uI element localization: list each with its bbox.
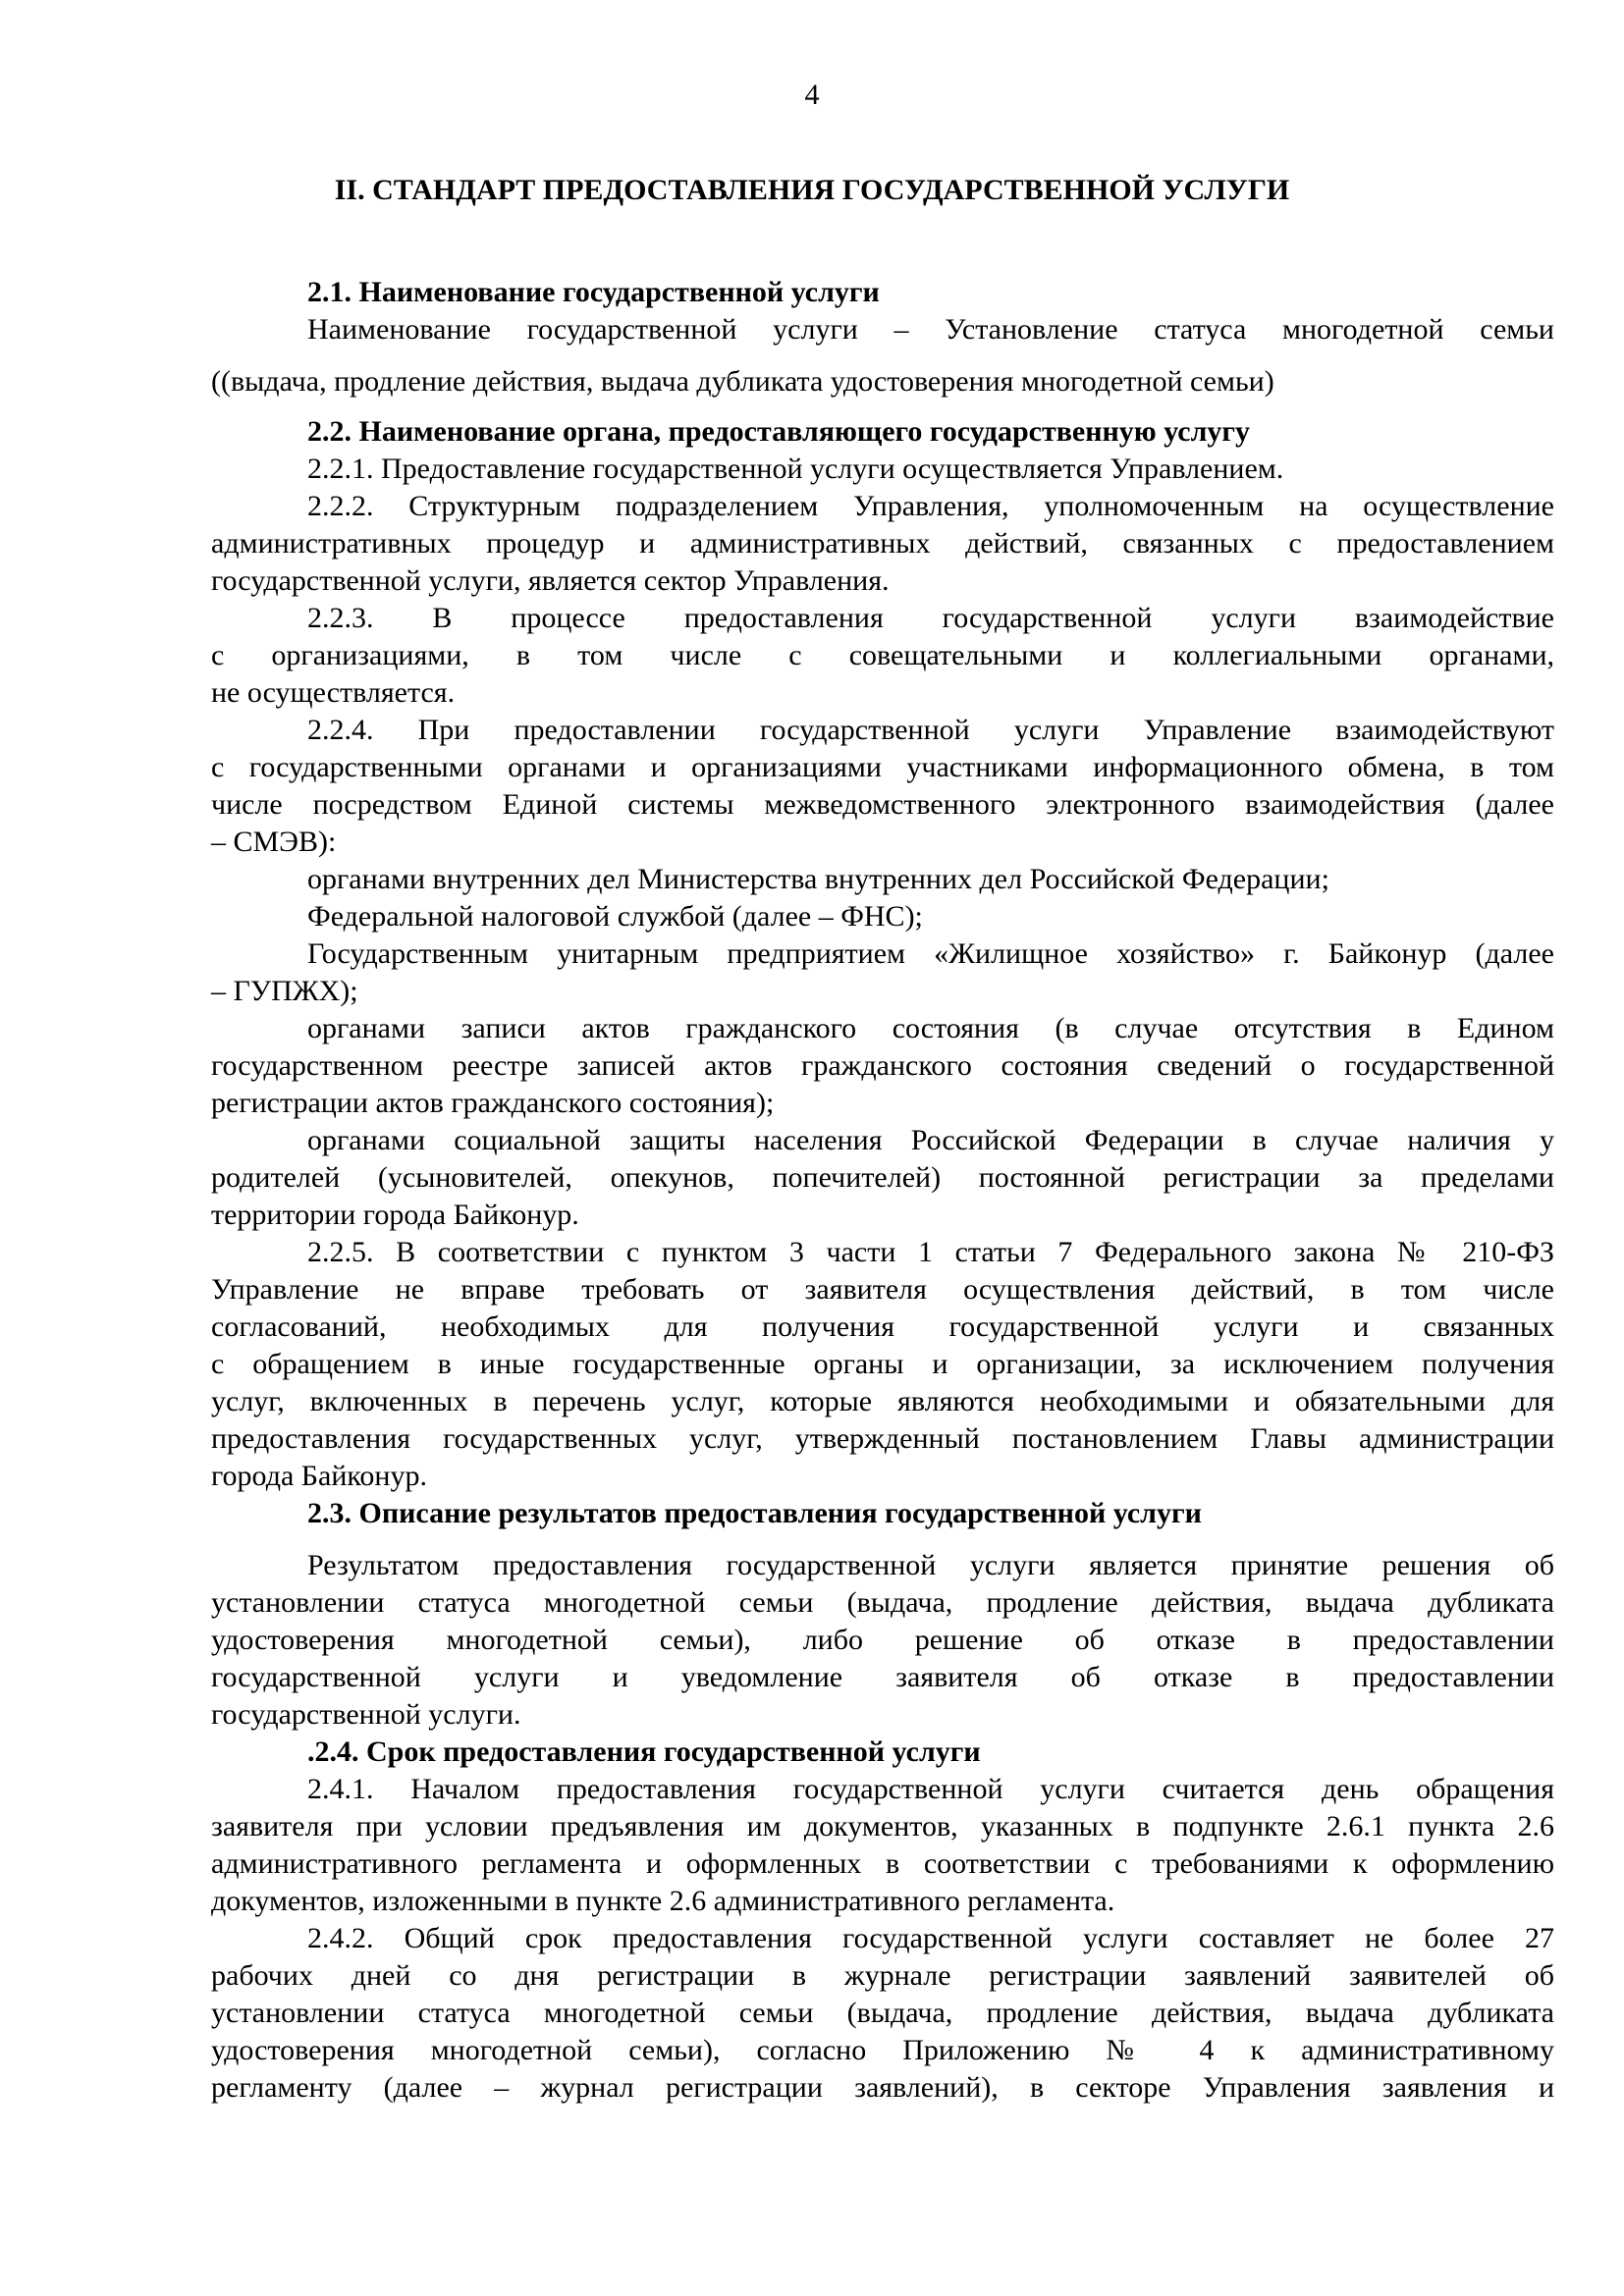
text-line: Государственным унитарным предприятием «Жилищное хозяйство» г. Байконур (далее <box>307 937 1554 970</box>
paragraph <box>211 488 1554 600</box>
document-title: II. СТАНДАРТ ПРЕДОСТАВЛЕНИЯ ГОСУДАРСТВЕННОЙ УСЛУГИ <box>334 174 1290 206</box>
text-line: с обращением в иные государственные органы и организации, за исключением получения <box>211 1348 1554 1380</box>
text-line: 2.2.1. Предоставление государственной услуги осуществляется Управлением. <box>307 453 1284 485</box>
paragraph <box>211 1234 1554 1495</box>
text-line: 2.2.4. При предоставлении государственной услуги Управление взаимодействуют <box>307 714 1554 746</box>
page-number: 4 <box>804 79 820 111</box>
text-line: государственной услуги. <box>211 1698 521 1731</box>
paragraph <box>211 1547 1554 1734</box>
text-line: документов, изложенными в пункте 2.6 административного регламента. <box>211 1885 1115 1917</box>
text-line: рабочих дней со дня регистрации в журнале регистрации заявлений заявителей об <box>211 1959 1554 1992</box>
paragraph <box>211 712 1554 861</box>
text-line: заявителя при условии предъявления им документов, указанных в подпункте 2.6.1 пункта 2.6 <box>211 1810 1554 1842</box>
text-line: государственном реестре записей актов гражданского состояния сведений о государственной <box>211 1049 1554 1082</box>
text-line: органами записи актов гражданского состояния (в случае отсутствия в Едином <box>307 1012 1554 1044</box>
text-line: 2.4.1. Началом предоставления государственной услуги считается день обращения <box>307 1773 1554 1805</box>
paragraph <box>211 1010 1554 1122</box>
paragraph <box>211 600 1554 712</box>
text-line: города Байконур. <box>211 1460 427 1492</box>
text-line: Управление не вправе требовать от заявителя осуществления действий, в том числе <box>211 1273 1554 1306</box>
text-line: государственной услуги, является сектор Управления. <box>211 564 890 597</box>
text-line: Федеральной налоговой службой (далее – ФНС); <box>307 900 923 933</box>
paragraph <box>211 935 1554 1010</box>
text-line: 2.3. Описание результатов предоставления государственной услуги <box>307 1497 1202 1529</box>
paragraph <box>211 311 1554 400</box>
paragraph <box>211 1771 1554 1920</box>
document-content <box>211 274 1554 2107</box>
text-line: числе посредством Единой системы межведомственного электронного взаимодействия (далее <box>211 788 1554 821</box>
text-line: административного регламента и оформленных в соответствии с требованиями к оформлению <box>211 1847 1554 1880</box>
text-line: Результатом предоставления государственной услуги является принятие решения об <box>307 1549 1554 1581</box>
text-line: .2.4. Срок предоставления государственной услуги <box>307 1735 981 1768</box>
text-line: государственной услуги и уведомление заявителя об отказе в предоставлении <box>211 1661 1554 1693</box>
text-line: органами социальной защиты населения Российской Федерации в случае наличия у <box>307 1124 1554 1156</box>
text-line: территории города Байконур. <box>211 1199 579 1231</box>
paragraph <box>211 898 1554 935</box>
section-heading <box>211 413 1554 451</box>
text-line: ((выдача, продление действия, выдача дубликата удостоверения многодетной семьи) <box>211 365 1274 398</box>
text-line: регистрации актов гражданского состояния); <box>211 1087 775 1119</box>
text-line: удостоверения многодетной семьи), либо решение об отказе в предоставлении <box>211 1624 1554 1656</box>
text-line: 2.1. Наименование государственной услуги <box>307 276 880 308</box>
text-line: услуг, включенных в перечень услуг, которые являются необходимыми и обязательными для <box>211 1385 1554 1417</box>
text-line: 2.4.2. Общий срок предоставления государственной услуги составляет не более 27 <box>307 1922 1554 1954</box>
section-heading <box>211 1734 1554 1771</box>
text-line: 2.2.2. Структурным подразделением Управления, уполномоченным на осуществление <box>307 490 1554 522</box>
text-line: 2.2. Наименование органа, предоставляющего государственную услугу <box>307 415 1251 448</box>
text-line: – ГУПЖХ); <box>211 975 358 1007</box>
text-line: предоставления государственных услуг, утвержденный постановлением Главы администрации <box>211 1422 1554 1455</box>
text-line: Наименование государственной услуги – Установление статуса многодетной семьи <box>307 313 1554 346</box>
paragraph <box>211 1920 1554 2107</box>
text-line: 2.2.3. В процессе предоставления государственной услуги взаимодействие <box>307 602 1554 634</box>
text-line: установлении статуса многодетной семьи (выдача, продление действия, выдача дубликата <box>211 1586 1554 1619</box>
paragraph <box>211 451 1554 488</box>
text-line: органами внутренних дел Министерства внутренних дел Российской Федерации; <box>307 863 1329 895</box>
section-heading <box>211 274 1554 311</box>
text-line: родителей (усыновителей, опекунов, попечителей) постоянной регистрации за пределами <box>211 1161 1554 1194</box>
text-line: с организациями, в том числе с совещательными и коллегиальными органами, <box>211 639 1554 671</box>
text-line: не осуществляется. <box>211 676 456 709</box>
text-line: 2.2.5. В соответствии с пунктом 3 части 1 статьи 7 Федерального закона № 210-ФЗ <box>307 1236 1554 1268</box>
section-heading <box>211 1495 1554 1532</box>
text-line: согласований, необходимых для получения государственной услуги и связанных <box>211 1310 1554 1343</box>
text-line: административных процедур и административных действий, связанных с предоставлением <box>211 527 1554 560</box>
paragraph <box>211 861 1554 898</box>
text-line: установлении статуса многодетной семьи (выдача, продление действия, выдача дубликата <box>211 1997 1554 2029</box>
paragraph <box>211 1122 1554 1234</box>
text-line: регламенту (далее – журнал регистрации заявлений), в секторе Управления заявления и <box>211 2071 1554 2104</box>
text-line: – СМЭВ): <box>211 826 337 858</box>
text-line: удостоверения многодетной семьи), согласно Приложению № 4 к административному <box>211 2034 1554 2066</box>
text-line: с государственными органами и организациями участниками информационного обмена, в том <box>211 751 1554 783</box>
